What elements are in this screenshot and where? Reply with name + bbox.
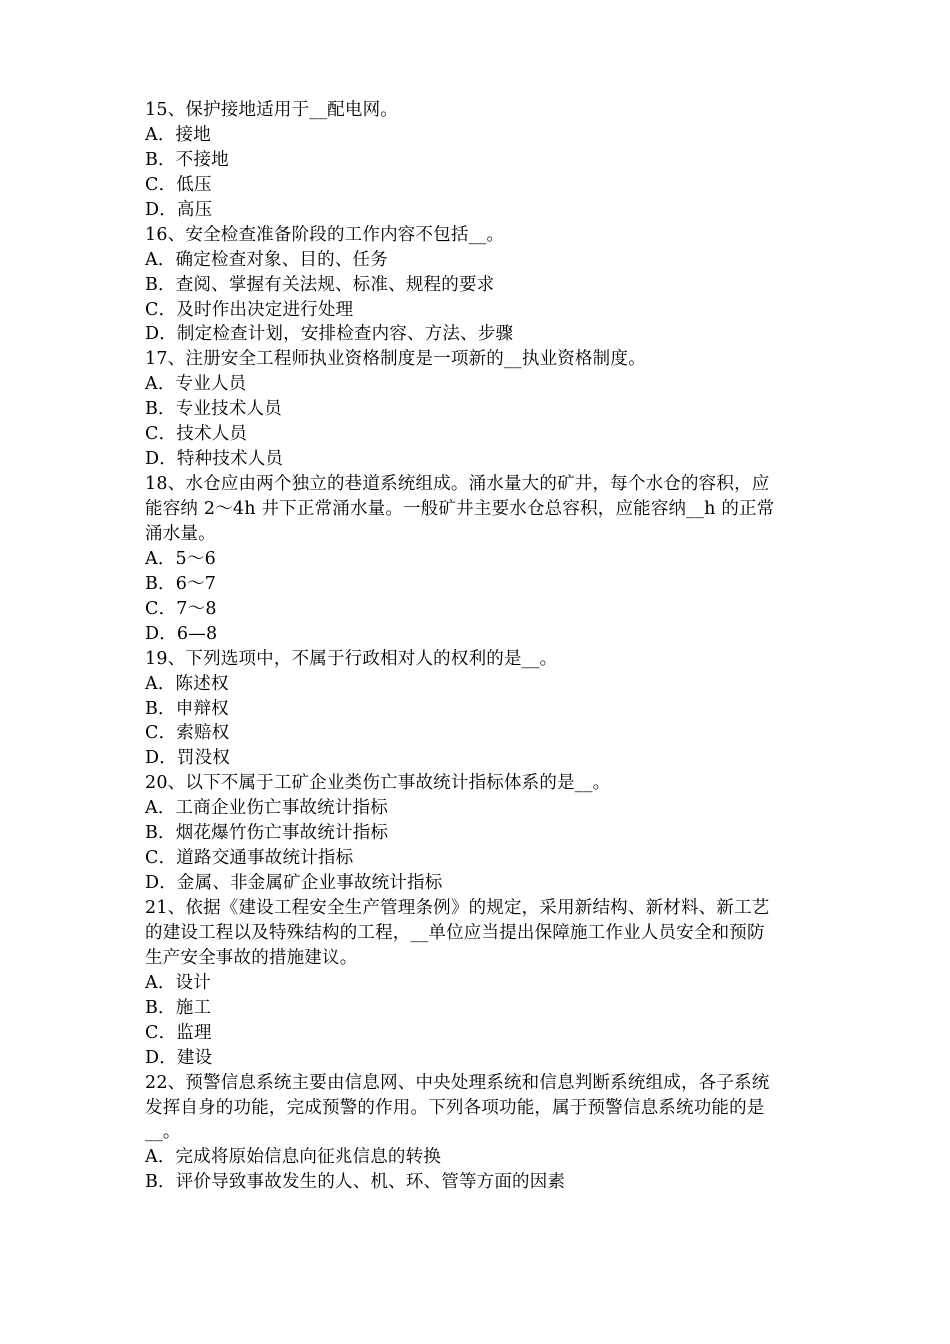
question-16-option-b: B．查阅、掌握有关法规、标准、规程的要求 (145, 274, 495, 295)
question-15-option-a: A．接地 (145, 124, 211, 145)
question-19-option-c: C．索赔权 (145, 723, 230, 744)
question-18-option-a: A．5～6 (145, 548, 216, 569)
question-16-stem: 16、安全检查准备阶段的工作内容不包括__。 (145, 224, 505, 245)
question-18-stem-line-2: 能容纳 2～4h 井下正常涌水量。一般矿井主要水仓总容积，应能容纳__h 的正常 (145, 499, 775, 519)
question-20-stem: 20、以下不属于工矿企业类伤亡事故统计指标体系的是__。 (145, 773, 611, 794)
question-15-option-d: D．高压 (145, 199, 213, 220)
question-text-block (145, 98, 820, 1195)
question-19-option-d: D．罚没权 (145, 748, 231, 769)
question-18-option-c: C．7～8 (145, 598, 217, 619)
question-17-option-c: C．技术人员 (145, 424, 248, 445)
question-22-stem-line-1: 22、预警信息系统主要由信息网、中央处理系统和信息判断系统组成，各子系统 (145, 1072, 770, 1093)
question-21-option-b: B．施工 (145, 997, 212, 1018)
question-21-option-c: C．监理 (145, 1022, 212, 1043)
question-21-stem-line-1: 21、依据《建设工程安全生产管理条例》的规定，采用新结构、新材料、新工艺 (145, 898, 770, 918)
question-20-option-c: C．道路交通事故统计指标 (145, 848, 354, 869)
question-18-option-d: D．6—8 (145, 623, 218, 644)
question-17-option-b: B．专业技术人员 (145, 399, 282, 420)
question-22-option-b: B．评价导致事故发生的人、机、环、管等方面的因素 (145, 1172, 566, 1193)
question-16-option-d: D．制定检查计划，安排检查内容、方法、步骤 (145, 324, 514, 345)
question-19-stem: 19、下列选项中，不属于行政相对人的权利的是__。 (145, 648, 558, 669)
question-19-option-a: A．陈述权 (145, 673, 229, 694)
question-21-option-a: A．设计 (145, 972, 211, 993)
question-17-option-a: A．专业人员 (145, 374, 247, 395)
question-16-option-a: A．确定检查对象、目的、任务 (145, 249, 388, 270)
question-22-stem-line-2: 发挥自身的功能，完成预警的作用。下列各项功能，属于预警信息系统功能的是 (145, 1097, 765, 1118)
question-17-stem: 17、注册安全工程师执业资格制度是一项新的__执业资格制度。 (145, 349, 646, 370)
question-18-option-b: B．6～7 (145, 573, 217, 594)
question-16-option-c: C．及时作出决定进行处理 (145, 299, 354, 320)
question-18-stem-line-3: 涌水量。 (145, 523, 216, 544)
question-21-stem-line-2: 的建设工程以及特殊结构的工程，__单位应当提出保障施工作业人员安全和预防 (145, 922, 765, 943)
question-21-stem-line-3: 生产安全事故的措施建议。 (145, 947, 358, 968)
question-18-stem-line-1: 18、水仓应由两个独立的巷道系统组成。涌水量大的矿井，每个水仓的容积，应 (145, 474, 770, 495)
question-20-option-a: A．工商企业伤亡事故统计指标 (145, 798, 388, 819)
question-15-option-b: B．不接地 (145, 149, 229, 170)
question-17-option-d: D．特种技术人员 (145, 449, 284, 470)
question-21-option-d: D．建设 (145, 1047, 213, 1068)
question-22-stem-line-3: __。 (145, 1122, 181, 1143)
question-22-option-a: A．完成将原始信息向征兆信息的转换 (145, 1147, 442, 1168)
question-15-stem: 15、保护接地适用于__配电网。 (145, 100, 398, 120)
question-19-option-b: B．申辩权 (145, 698, 229, 719)
question-15-option-c: C．低压 (145, 174, 212, 195)
question-20-option-b: B．烟花爆竹伤亡事故统计指标 (145, 823, 389, 844)
question-20-option-d: D．金属、非金属矿企业事故统计指标 (145, 873, 443, 894)
